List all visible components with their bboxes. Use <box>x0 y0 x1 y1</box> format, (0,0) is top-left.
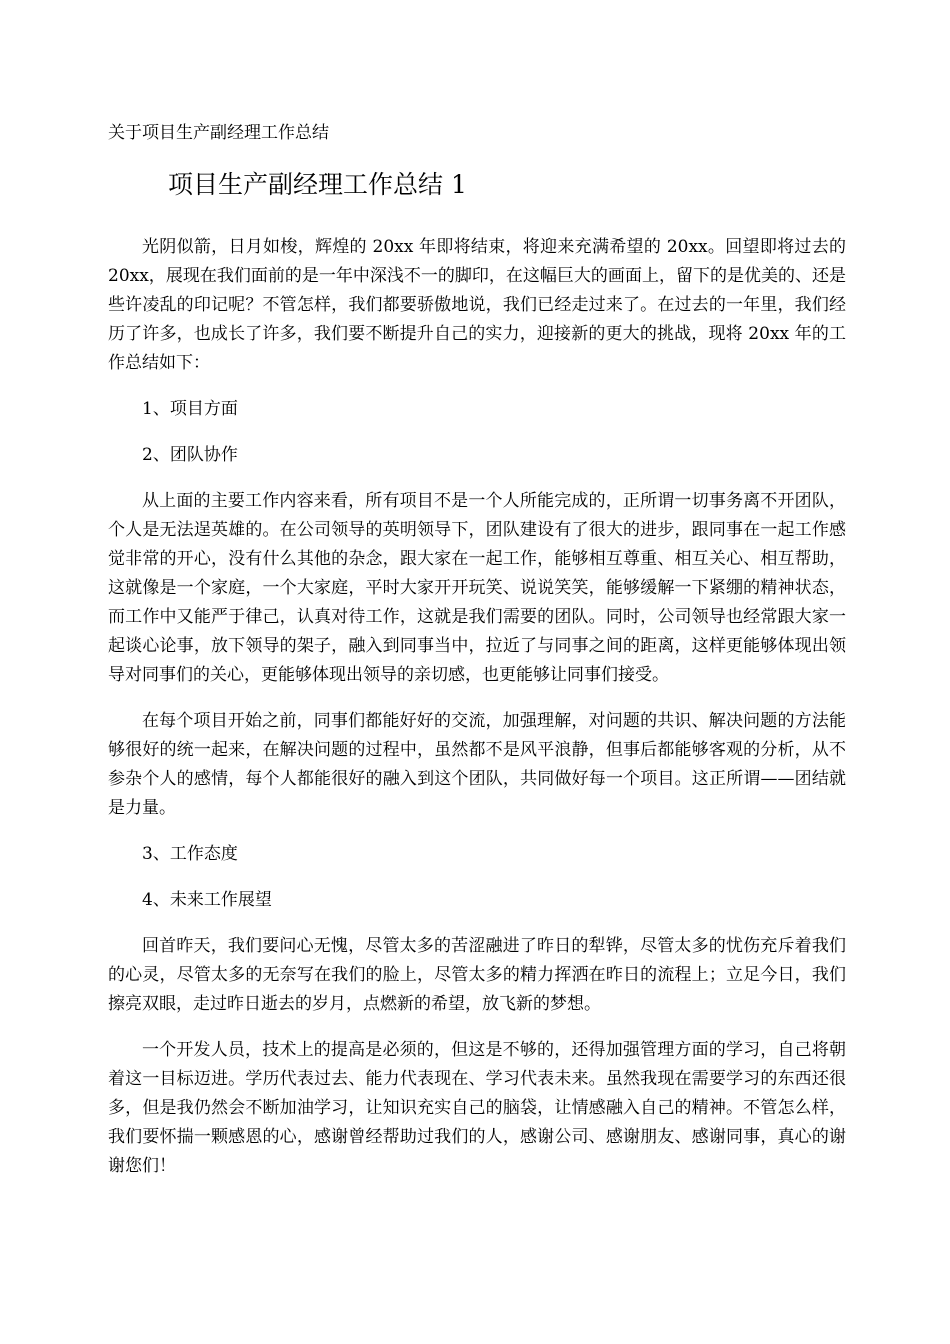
paragraph-communication: 在每个项目开始之前，同事们都能好好的交流，加强理解，对问题的共识、解决问题的方法能够很好的统一起来，在解决问题的过程中，虽然都不是风平浪静，但事后都能够客观的分析，从不参杂个人的感情，每个人都能很好的融入到这个团队，共同做好每一个项目。这正所谓——团结就是力量。 <box>108 711 846 818</box>
list-item-project: 1、项目方面 <box>142 399 238 419</box>
list-item-teamwork: 2、团队协作 <box>142 445 238 465</box>
section-heading: 项目生产副经理工作总结 1 <box>168 170 467 199</box>
paragraph-conclusion: 一个开发人员，技术上的提高是必须的，但这是不够的，还得加强管理方面的学习，自己将朝着这一目标迈进。学历代表过去、能力代表现在、学习代表未来。虽然我现在需要学习的东西还很多，但是我仍然会不断加油学习，让知识充实自己的脑袋，让情感融入自己的精神。不管怎么样，我们要怀揣一颗感恩的心，感谢曾经帮助过我们的人，感谢公司、感谢朋友、感谢同事，真心的谢谢您们！ <box>108 1040 846 1176</box>
paragraph-teamwork: 从上面的主要工作内容来看，所有项目不是一个人所能完成的，正所谓一切事务离不开团队，个人是无法逞英雄的。在公司领导的英明领导下，团队建设有了很大的进步，跟同事在一起工作感觉非常的开心，没有什么其他的杂念，跟大家在一起工作，能够相互尊重、相互关心、相互帮助，这就像是一个家庭，一个大家庭，平时大家开开玩笑、说说笑笑，能够缓解一下紧绷的精神状态，而工作中又能严于律己，认真对待工作，这就是我们需要的团队。同时，公司领导也经常跟大家一起谈心论事，放下领导的架子，融入到同事当中，拉近了与同事之间的距离，这样更能够体现出领导对同事们的关心，更能够体现出领导的亲切感，也更能够让同事们接受。 <box>108 491 846 685</box>
list-item-attitude: 3、工作态度 <box>142 844 238 864</box>
list-item-outlook: 4、未来工作展望 <box>142 890 272 910</box>
document-body <box>108 233 846 1198</box>
document-title: 关于项目生产副经理工作总结 <box>108 123 329 143</box>
paragraph-reflection: 回首昨天，我们要问心无愧，尽管太多的苦涩融进了昨日的犁铧，尽管太多的忧伤充斥着我们的心灵，尽管太多的无奈写在我们的脸上，尽管太多的精力挥洒在昨日的流程上；立足今日，我们擦亮双眼，走过昨日逝去的岁月，点燃新的希望，放飞新的梦想。 <box>108 936 846 1014</box>
paragraph-intro: 光阴似箭，日月如梭，辉煌的 20xx 年即将结束，将迎来充满希望的 20xx。回望即将过去的 20xx，展现在我们面前的是一年中深浅不一的脚印，在这幅巨大的画面上，留下的是优美的、还是些许凌乱的印记呢？不管怎样，我们都要骄傲地说，我们已经走过来了。在过去的一年里，我们经历了许多，也成长了许多，我们要不断提升自己的实力，迎接新的更大的挑战，现将 20xx 年的工作总结如下： <box>108 237 846 373</box>
